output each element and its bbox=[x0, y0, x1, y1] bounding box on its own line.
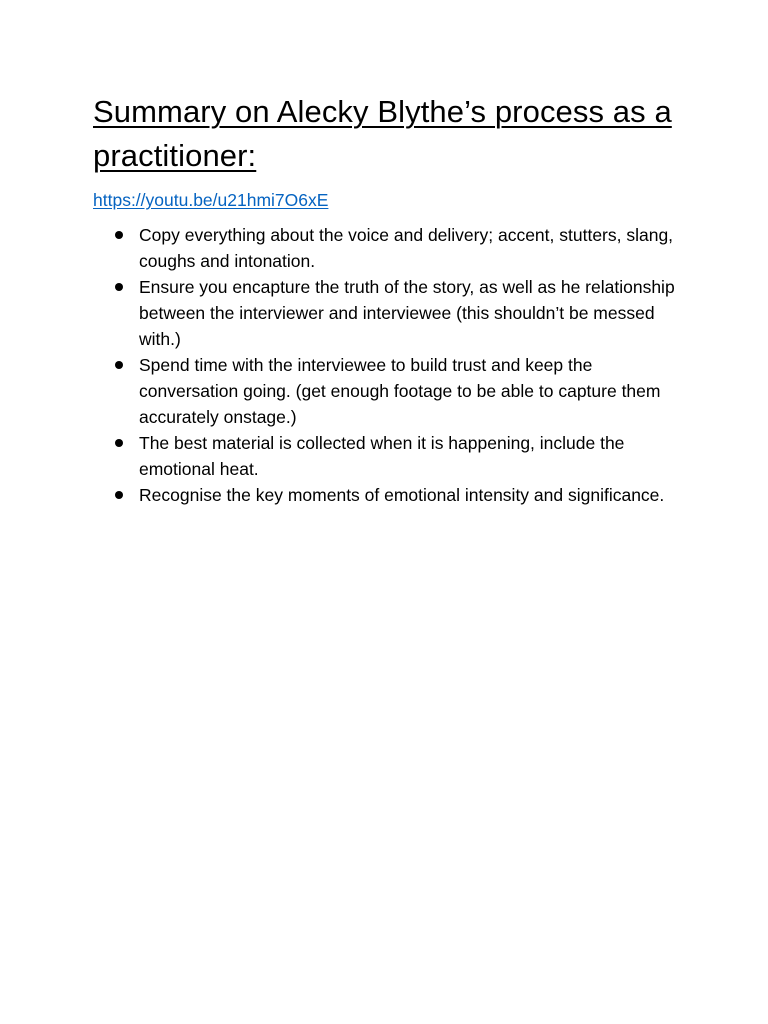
list-item-text: Copy everything about the voice and delivery; accent, stutters, slang, coughs and intonation. bbox=[139, 225, 674, 271]
list-item bbox=[93, 430, 693, 482]
list-item bbox=[93, 274, 693, 352]
list-item-text: Recognise the key moments of emotional intensity and significance. bbox=[139, 485, 665, 505]
list-item bbox=[93, 482, 693, 508]
youtube-link[interactable]: https://youtu.be/u21hmi7O6xE bbox=[93, 190, 329, 210]
bullet-list bbox=[93, 222, 693, 508]
bullet-icon bbox=[115, 231, 123, 239]
bullet-icon bbox=[115, 491, 123, 499]
list-item-text: Ensure you encapture the truth of the story, as well as he relationship between the interviewer and interviewee (this shouldn’t be messed with.) bbox=[139, 277, 675, 349]
page-title: Summary on Alecky Blythe’s process as a practitioner: bbox=[93, 94, 672, 173]
list-item bbox=[93, 222, 693, 274]
bullet-icon bbox=[115, 283, 123, 291]
list-item-text: Spend time with the interviewee to build trust and keep the conversation going. (get enough footage to be able to capture them accurately onstage.) bbox=[139, 355, 661, 427]
bullet-icon bbox=[115, 439, 123, 447]
list-item-text: The best material is collected when it is happening, include the emotional heat. bbox=[139, 433, 625, 479]
list-item bbox=[93, 352, 693, 430]
bullet-icon bbox=[115, 361, 123, 369]
